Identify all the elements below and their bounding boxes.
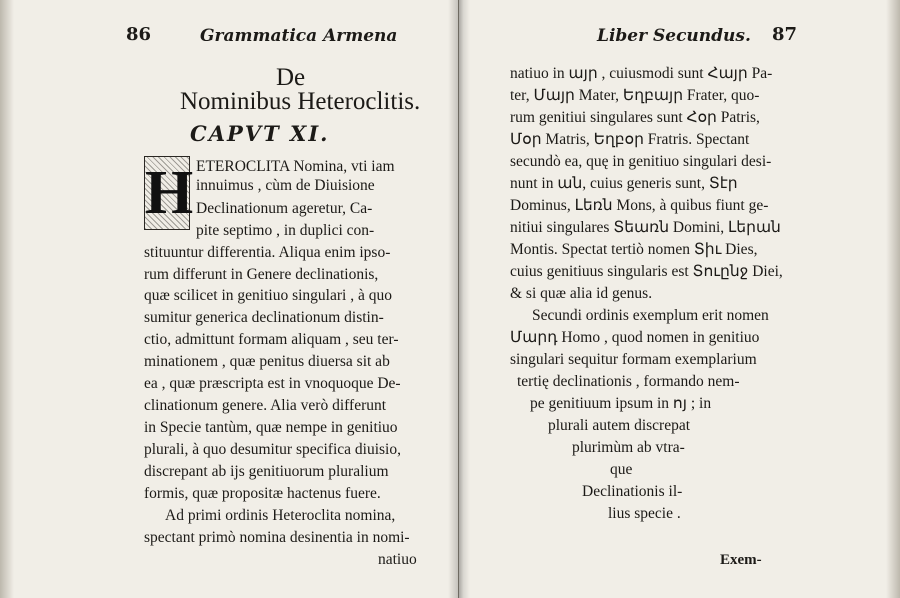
title-line-2: Nominibus Heteroclitis. <box>180 88 421 115</box>
body-line: in Specie tantùm, quæ nempe in genitiuo <box>144 419 398 436</box>
page-number: 87 <box>772 24 798 45</box>
body-line: & si quæ alia id genus. <box>510 285 653 302</box>
body-line: natiuo in այր , cuiusmodi sunt Հայր Pa- <box>510 65 773 82</box>
catchword: Exem- <box>720 552 762 568</box>
body-line: rum differunt in Genere declinationis, <box>144 266 379 283</box>
title-line-1: De <box>276 64 306 91</box>
body-line: formis, quæ propositæ hactenus fuere. <box>144 485 381 502</box>
body-line: nunt in ան, cuius generis sunt, Տէր <box>510 175 738 192</box>
body-line: quæ scilicet in genitiuo singulari , à quo <box>144 287 392 304</box>
body-line: minationem , quæ penitus diuersa sit ab <box>144 353 390 370</box>
body-line: ter, Մայր Mater, Եղբայր Frater, quo- <box>510 87 760 104</box>
body-line: ETEROCLITA Nomina, vti iam <box>196 158 395 175</box>
body-line: cuius genitiuus singularis est Տուընջ Diei, <box>510 263 783 280</box>
body-line: Declinationis il- <box>582 483 683 500</box>
page-number: 86 <box>126 24 152 45</box>
body-line: plurimùm ab vtra- <box>572 439 685 456</box>
body-line: discrepant ab ijs genitiuorum pluralium <box>144 463 389 480</box>
body-line: secundò ea, quę in genitiuo singulari desi- <box>510 153 772 170</box>
body-line: pite septimo , in duplici con- <box>196 222 375 239</box>
chapter-heading: CAPVT XI. <box>190 121 330 146</box>
decorated-initial <box>144 156 194 230</box>
body-line: singulari sequitur formam exemplarium <box>510 351 757 368</box>
body-line: plurali, à quo desumitur specifica diuisio, <box>144 441 401 458</box>
body-line: stituuntur differentia. Aliqua enim ipso- <box>144 244 391 261</box>
body-line: ea , quæ præscripta est in vnoquoque De- <box>144 375 401 392</box>
body-line: clinationum genere. Alia verò differunt <box>144 397 387 414</box>
body-line: nitiui singulares Տեառն Domini, Լերան <box>510 219 781 236</box>
initial-letter: H <box>145 159 194 227</box>
body-line: lius specie . <box>608 505 681 522</box>
body-line: Մարդ Homo , quod nomen in genitiuo <box>510 329 760 346</box>
running-head: Liber Secundus. <box>597 26 751 46</box>
body-line: sumitur generica declinationum distin- <box>144 309 384 326</box>
body-line: innuimus , cùm de Diuisione <box>196 177 375 194</box>
body-line: tertię declinationis , formando nem- <box>517 373 740 390</box>
body-line: plurali autem discrepat <box>548 417 691 434</box>
body-line: rum genitiui singulares sunt Հօր Patris, <box>510 109 760 126</box>
running-head: Grammatica Armena <box>200 26 398 46</box>
body-line: que <box>610 461 633 478</box>
body-line: Ad primi ordinis Heteroclita nomina, <box>165 507 396 524</box>
body-line: pe genitiuum ipsum in ոյ ; in <box>530 395 712 412</box>
gutter-fold-line <box>458 0 459 598</box>
right-page <box>462 0 900 598</box>
body-line: Montis. Spectat tertiò nomen Տիւ Dies, <box>510 241 758 258</box>
body-line: spectant primò nomina desinentia in nomi- <box>144 529 410 546</box>
body-line: ctio, admittunt formam aliquam , seu ter- <box>144 331 399 348</box>
body-line: Dominus, Լեռն Mons, à quibus fiunt ge- <box>510 197 769 214</box>
body-line: Declinationum ageretur, Ca- <box>196 200 373 217</box>
body-line: Մօր Matris, Եղբօր Fratris. Spectant <box>510 131 750 148</box>
body-line: Secundi ordinis exemplum erit nomen <box>532 307 769 324</box>
catchword: natiuo <box>378 551 417 568</box>
